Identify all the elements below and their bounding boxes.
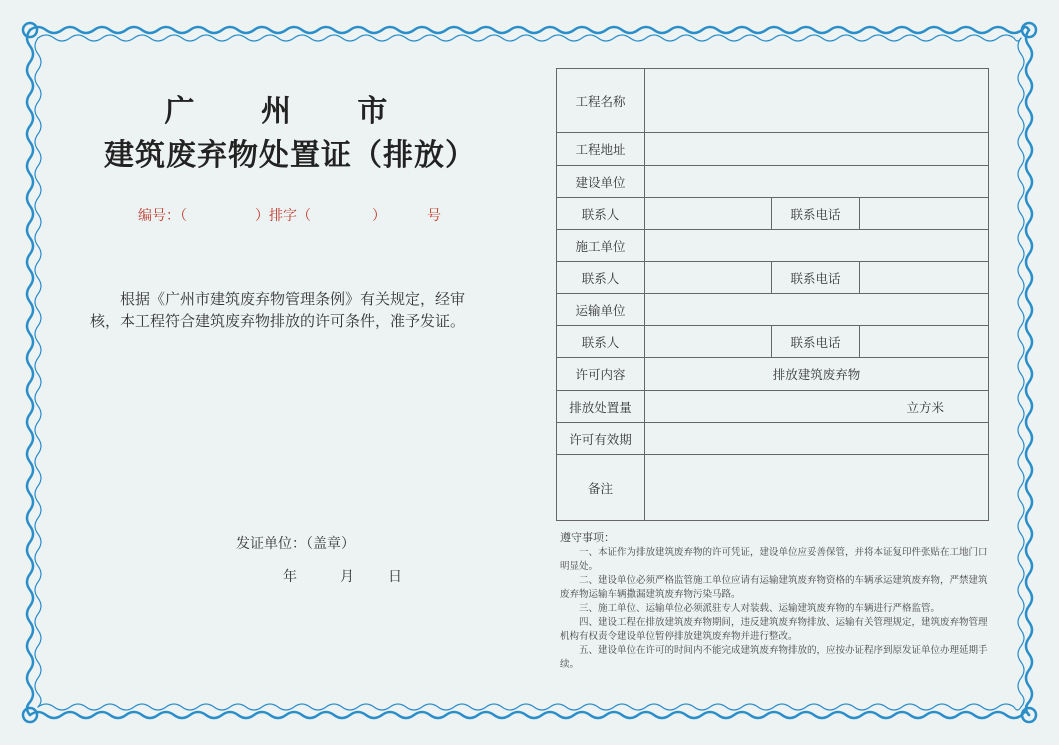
label-constructor-contact: 联系人 (557, 262, 645, 294)
value-constructor (645, 230, 989, 262)
serial-suffix: 号 (427, 208, 441, 224)
notice-item: 一、本证作为排放建筑废弃物的许可凭证，建设单位应妥善保管，并将本证复印件张贴在工地门口明显处。 (560, 547, 988, 572)
label-constructor: 施工单位 (557, 230, 645, 262)
border-wave (30, 27, 1029, 33)
value-builder-phone (860, 198, 989, 230)
value-transporter (645, 294, 989, 326)
row-validity (557, 423, 989, 455)
label-permit-content: 许可内容 (557, 358, 645, 391)
value-constructor-contact (645, 262, 772, 294)
label-project-name: 工程名称 (557, 69, 645, 133)
notice-section (560, 531, 990, 672)
value-constructor-phone (860, 262, 989, 294)
serial-mid: ）排字（ (255, 208, 311, 224)
label-transporter-phone: 联系电话 (772, 326, 860, 358)
label-transporter: 运输单位 (557, 294, 645, 326)
value-transporter-phone (860, 326, 989, 358)
notice-heading: 遵守事项： (560, 531, 615, 544)
value-transporter-contact (645, 326, 772, 358)
value-project-name (645, 69, 989, 133)
value-project-address (645, 133, 989, 166)
date-month: 月 (340, 569, 354, 585)
serial-close: ） (372, 208, 386, 224)
border-wave (27, 30, 33, 715)
row-constructor-contact (557, 262, 989, 294)
issuer-seal: 发证单位：（盖章） (236, 536, 355, 552)
value-disposal-unit: 立方米 (645, 391, 989, 423)
label-project-address: 工程地址 (557, 133, 645, 166)
serial-label: 编号：（ (138, 208, 187, 224)
label-builder: 建设单位 (557, 166, 645, 198)
border-wave (38, 35, 1021, 41)
value-builder (645, 166, 989, 198)
label-transporter-contact: 联系人 (557, 326, 645, 358)
date-day: 日 (388, 569, 402, 585)
row-builder-contact (557, 198, 989, 230)
label-builder-contact: 联系人 (557, 198, 645, 230)
row-remarks (557, 455, 989, 521)
row-transporter-contact (557, 326, 989, 358)
label-constructor-phone: 联系电话 (772, 262, 860, 294)
row-project-name (557, 69, 989, 133)
title-main: 建筑废弃物处置证（排放） (104, 138, 476, 173)
row-project-address (557, 133, 989, 166)
notice-item: 四、建设工程在排放建筑废弃物期间，违反建筑废弃物排放、运输有关管理规定，建筑废弃物管理机构有权责令建设单位暂停排放建筑废弃物并进行整改。 (560, 617, 988, 642)
value-permit-content: 排放建筑废弃物 (645, 358, 989, 391)
permit-table (556, 68, 989, 521)
row-builder (557, 166, 989, 198)
border-wave (38, 704, 1021, 710)
title-city: 广 州 市 (164, 94, 416, 129)
value-validity (645, 423, 989, 455)
value-builder-contact (645, 198, 772, 230)
border-wave (1026, 30, 1032, 715)
row-permit-content (557, 358, 989, 391)
date-year: 年 (283, 569, 297, 585)
notice-item: 二、建设单位必须严格监管施工单位应请有运输建筑废弃物资格的车辆承运建筑废弃物，严禁建筑废弃物运输车辆撒漏建筑废弃物污染马路。 (560, 575, 988, 600)
border-wave (1018, 38, 1024, 707)
notice-item: 五、建设单位在许可的时间内不能完成建筑废弃物排放的，应按办证程序到原发证单位办理延期手续。 (560, 645, 988, 670)
row-disposal-amount (557, 391, 989, 423)
border-wave (30, 712, 1029, 718)
label-disposal-amount: 排放处置量 (557, 391, 645, 423)
row-constructor (557, 230, 989, 262)
value-remarks (645, 455, 989, 521)
label-builder-phone: 联系电话 (772, 198, 860, 230)
row-transporter (557, 294, 989, 326)
label-validity: 许可有效期 (557, 423, 645, 455)
certificate-body-text: 根据《广州市建筑废弃物管理条例》有关规定，经审核，本工程符合建筑废弃物排放的许可条件，准予发证。 (90, 290, 466, 330)
notice-item: 三、施工单位、运输单位必须派驻专人对装载、运输建筑废弃物的车辆进行严格监管。 (579, 603, 941, 614)
border-wave (35, 38, 41, 707)
label-remarks: 备注 (557, 455, 645, 521)
